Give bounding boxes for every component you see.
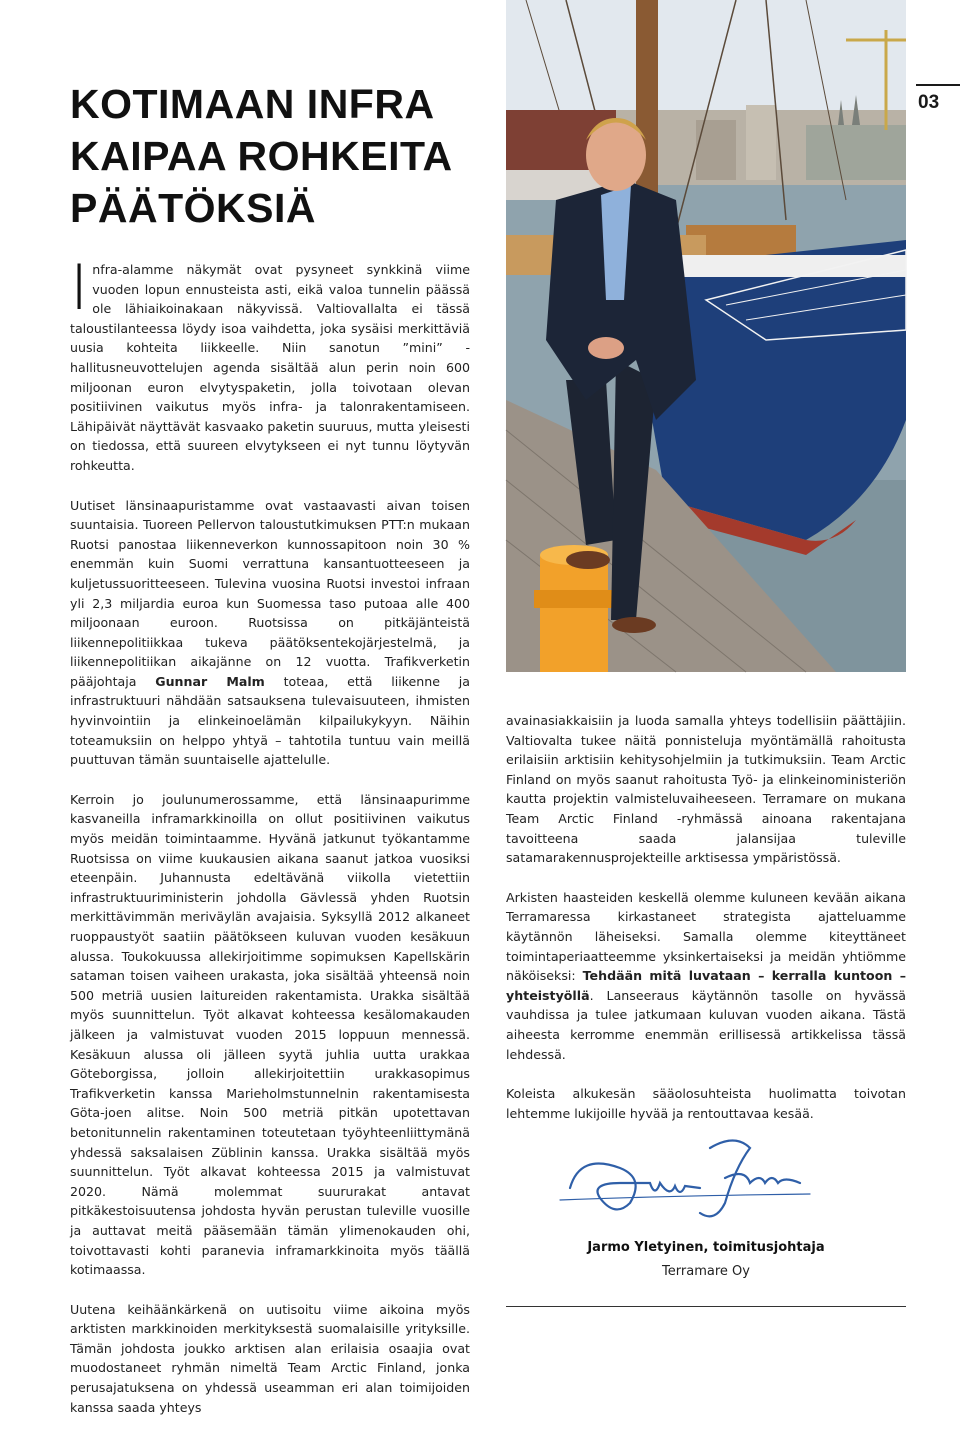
signoff-company: Terramare Oy	[662, 1264, 750, 1279]
portrait-photo	[506, 0, 906, 672]
strategy-slogan: Tehdään mitä luvataan – kerralla kuntoon – yhteistyöllä	[506, 968, 906, 1003]
left-column	[70, 251, 470, 1437]
strategy-paragraph	[506, 888, 906, 1064]
right-column	[506, 711, 906, 1143]
title-line-1: KOTIMAAN INFRA	[70, 81, 435, 127]
bottom-rule	[506, 1306, 906, 1307]
title-line-3: PÄÄTÖKSIÄ	[70, 185, 316, 231]
highlight-name: Gunnar Malm	[155, 673, 265, 689]
strategy-text-a: Arkisten haasteiden keskellä olemme kuluneen kevään aikana Terramaressa kirkastaneet strategista ajatteluamme käytännön läheiseksi. Samalla olemme kiteyttäneet toimintaperiaatteemme yksinkertaiseksi ja meidän yhtiömme näköiseksi:	[506, 889, 906, 984]
strategy-text-b: . Lanseeraus käytännön tasolle on hyvässä vauhdissa ja tulee jatkumaan kuluvan vuoden aikana. Tästä aiheesta kerromme enemmän erillisessä artikkelissa tässä lehdessä.	[506, 987, 906, 1062]
arctic-paragraph: Uutena keihäänkärkenä on uutisoitu viime aikoina myös arktisten markkinoiden merkityksestä suomalaisille yrityksille. Tämän johdosta joukko arktisen alan erilaisia osaajia ovat muodostaneet ryhmän nimeltä Team Arctic Finland, jonka perusajatuksena on yhdessä useamman eri alan toimijoiden kanssa saada yhteys	[70, 1301, 470, 1415]
page-title	[70, 78, 490, 234]
projects-paragraph: Kerroin jo joulunumerossamme, että länsinaapurimme kasvaneilla inframarkkinoilla on ollut positiivinen vaikutus myös meidän toimintaamme. Hyvänä jatkunut työkantamme Ruotsissa on viime kuukausien aikana saanut jatkoa vuosiksi eteenpäin. Juhannusta edeltävänä viikolla vietettiin infrastruktuuriministerin johdolla Gävlessä yhden Ruotsin merkittävimmän meriväylän avajaisia. Syksyllä 2012 alkaneet ruoppaustyöt saatiin päätökseen kuluvan vuoden kesäkuun alussa. Toukokuussa allekirjoitimme sopimuksen Kapellskärin sataman toisen vaiheen urakasta, joka sisältää yhteensä noin 500 metriä uusien laitureiden rakentamista. Urakka sisältää myös suunnittelun. Työt alkavat kohteessa kesälomakauden jälkeen ja valmistuvat vuoden 2015 loppuun mennessä. Kesäkuun alussa oli jälleen syytä juhlia uutta urakkaa Göteborgissa, jolloin allekirjoitettiin urakkasopimus Trafikverketin kanssa Marieholmstunnelnin rakentamisesta Göta-joen alitse. Noin 500 metriä pitkän upotettavan betonitunnelin rakentaminen toteutetaan työyhteenliittymänä yhdessä saksalaisen Züblinin kanssa. Urakka sisältää myös suunnittelun. Työt alkavat kohteessa 2015 ja valmistuvat 2020. Nämä molemmat suururakat antavat pitkäkestoisuutensa johdosta hyvän perustan tuleville vuosille ja auttavat meitä pääsemään tämän ylimenokauden ohi, toivottavasti kohti paranevia inframarkkinoita myös täällä kotimaassa.	[70, 791, 470, 1278]
dropcap: I	[70, 251, 89, 324]
signoff-name: Jarmo Yletyinen, toimitusjohtaja	[587, 1240, 825, 1255]
arctic-continued-paragraph: avainasiakkaisiin ja luoda samalla yhteys todellisiin päättäjiin. Valtiovalta tukee näitä ponnisteluja myöntämällä rahoitusta erilaisiin arktisiin kehitysohjelmiin ja tutkimuksiin. Team Arctic Finland on myös saanut rahoitusta Työ- ja elinkeinoministeriön kautta projektin valmisteluvaiheeseen. Terramare on mukana Team Arctic Finland -ryhmässä ainoana rakentajana tavoitteena saada jalansijaa tuleville satamarakennusprojekteille arktisessa ympäristössä.	[506, 713, 906, 866]
signature	[560, 1128, 810, 1228]
page-number: 03	[916, 84, 960, 114]
sweden-text-b: toteaa, että liikenne ja infrastruktuuri nähdään satsauksena tulevaisuuteen, ihmisten hyvinvointiin ja elinkeinoelämän kilpailukykyyn. Näihin toteamuksiin on helppo yhtyä – tahtotila tuntuu vain meillä puuttuvan tämän suuntaiselle ajattelulle.	[70, 673, 470, 768]
sweden-paragraph	[70, 496, 470, 770]
intro-text: nfra-alamme näkymät ovat pysyneet synkkinä viime vuoden lopun ennusteista asti, eikä valoa tunnelin päässä ole lähiaikoinakaan näkyvissä. Valtiovallalta ei tässä taloustilanteessa löydy isoa vaihdetta, joka sysäisi merkittäviä uusia kohteita liikkeelle. Niin sanotun ”mini” -hallitusneuvottelujen agenda sisältää alun perin noin 600 miljoonan euron elvytyspaketin, jolla toivotaan olevan positiivinen vaikutus myös infra- ja talonrakentamiseen. Lähipäivät näyttävät kasvaako paketin suuruus, mutta yleisesti on tiedossa, että suureen elvytykseen ei nyt tunnu löytyvän rohkeutta.	[70, 262, 470, 473]
title-line-2: KAIPAA ROHKEITA	[70, 133, 453, 179]
sweden-text-a: Uutiset länsinaapuristamme ovat vastaavasti aivan toisen suuntaisia. Tuoreen Pellervon taloustutkimuksen PTT:n mukaan Ruotsi panostaa liikenneverkon kunnossapitoon noin 30 % enemmän kuin Suomi verrattuna kansantuotteeseen ja kuljetussuoritteeseen. Tulevina vuosina Ruotsi investoi infraan yli 2,3 miljardia euroa kun Suomessa taso putoaa alle 400 miljoonaan euroon. Ruotsissa on pitkäjänteistä liikennepolitiikkaa tukeva päätöksentekojärjestelmä, ja liikennepolitiikan aikajänne on 12 vuotta. Trafikverketin pääjohtaja	[70, 497, 470, 689]
intro-paragraph	[70, 251, 470, 476]
closing-paragraph: Koleista alkukesän sääolosuhteista huolimatta toivotan lehtemme lukijoille hyvää ja rentouttavaa kesää.	[506, 1086, 906, 1121]
